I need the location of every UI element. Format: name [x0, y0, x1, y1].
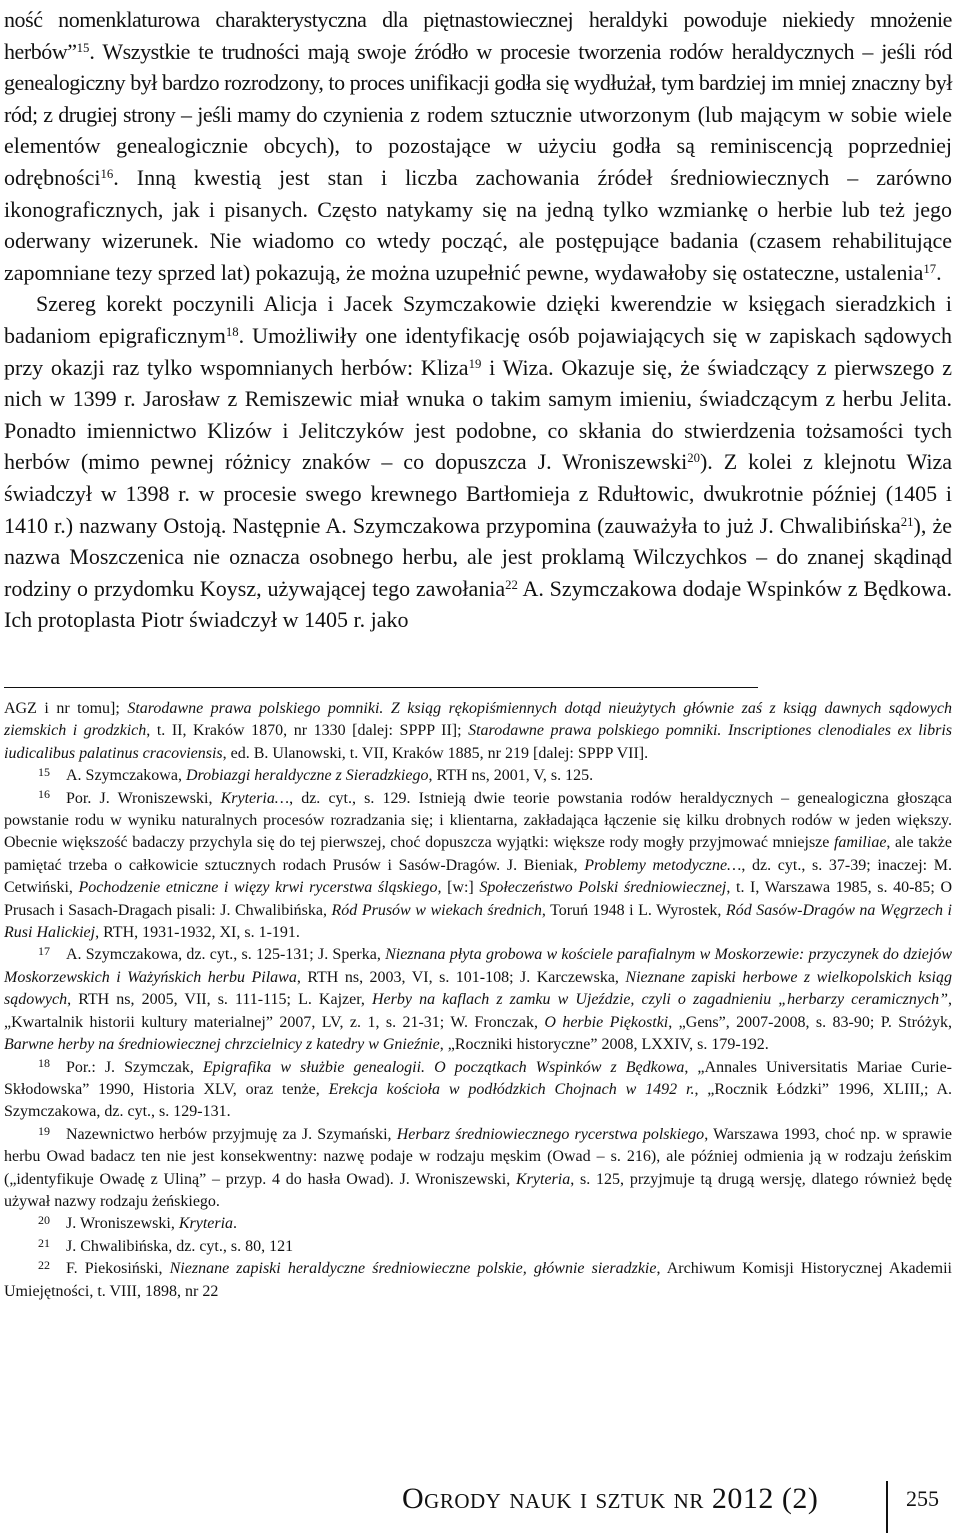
- page-footer: [0, 1475, 960, 1529]
- text-run: A. Szymczakowa,: [66, 767, 186, 785]
- footnotes: [4, 698, 952, 1303]
- text-run: , dz. cyt., s. 37-39; inaczej: M. Cetwiński,: [4, 856, 953, 897]
- footnote-ref-20: 20: [687, 451, 700, 466]
- text-run: Szereg korekt poczynili Alicja i Jacek Szymczakowie dzięki kwerendzie w księgach sieradzkich i badaniom epigraficznym: [4, 291, 952, 348]
- paragraph-1: [4, 4, 952, 288]
- footnote-ref-18: 18: [225, 324, 239, 339]
- text-run: .: [233, 1215, 238, 1233]
- text-run: z rodem sztucznie utworzonym (lub mającym w sobie wiele elementów genealogicznie obcych), to pozostające w użyciu godła są reminiscencją poprzedniej odrębności: [4, 101, 952, 190]
- text-run: AGZ i nr tomu];: [4, 700, 128, 717]
- page-number: 255: [906, 1486, 939, 1511]
- italic-title: Starodawne prawa polskiego pomniki. Z ksiąg rękopiśmiennych dotąd nieużytych głównie zaś z ksiąg dawnych sądowych ziemskich i grodzkich: [4, 700, 952, 740]
- footnote-16: 16 Por. J. Wroniszewski, Kryteria…, dz. cyt., s. 129. Istnieją dwie teorie powstania rodów heraldycznych – genealogiczna głosząca powstanie rodu w wyniku naturalnych procesów rozradzania się; i klientarna, zakładająca łączenie się kilku drobnych rodów w jeden większy. Obecnie większość badaczy przychyla się do tej pierwszej, choć dopuszcza wyjątki: większe rody mogły przyjmować mniejsze familiae, ale także pamiętać trzeba o całkowicie sztucznych rodach Prusów i Sasów-Dragów. J. Bieniak, Problemy metodyczne…, dz. cyt., s. 37-39; inaczej: M. Cetwiński, Pochodzenie etniczne i więzy krwi rycerstwa śląskiego, [w:] Społeczeństwo Polski średniowiecznej, t. I, Warszawa 1985, s. 40-85; O Prusach i Sasach-Dragach pisali: J. Chwalibińska, Ród Prusów w wiekach średnich, Toruń 1948 i L. Wyrostek, Ród Sasów-Dragów na Węgrzech i Rusi Halickiej, RTH, 1931-1932, XI, s. 1-191.: [4, 787, 953, 942]
- footnote-ref-21: 21: [900, 514, 914, 529]
- text-run: [w:]: [441, 879, 480, 897]
- italic-title: Kryteria: [516, 1170, 571, 1188]
- text-run: J. Chwalibińska, dz. cyt., s. 80, 121: [66, 1237, 294, 1255]
- text-run: , „Annales Universitatis Mariae Curie-Skłodowska” 1990, Historia XLV, oraz tenże,: [4, 1058, 952, 1098]
- text-run: , „Kwartalnik historii kultury materialnej” 2007, LV, z. 1, s. 21-31; W. Fronczak,: [4, 991, 953, 1031]
- text-run: , t. II, Kraków 1870, nr 1330 [dalej: SPPP II];: [146, 722, 469, 740]
- footnote-separator: [4, 687, 758, 688]
- italic-title: Kryteria: [178, 1215, 234, 1233]
- text-run: , RTH ns, 2001, V, s. 125.: [428, 767, 594, 785]
- text-run: .: [936, 259, 942, 285]
- italic-title: Ród Prusów w wiekach średnich: [331, 901, 542, 919]
- italic-title: Pochodzenie etniczne i więzy krwi rycerstwa śląskiego,: [78, 879, 442, 897]
- text-run: F. Piekosiński,: [66, 1260, 170, 1278]
- italic-title: Erekcja kościoła w podłódzkich Chojnach w 1492 r.: [328, 1080, 695, 1098]
- text-run: Por.: J. Szymczak,: [66, 1058, 203, 1076]
- text-run: . Umożliwiły one identyfikację osób pojawiających się w zapiskach sądowych przy okazji raz tylko wspomnianych herbów: Kliza: [4, 322, 952, 380]
- text-run: , Warszawa 1993, choć np. w sprawie herbu Owad badacz ten nie jest konsekwentny: nazwę podaje w rodzaju męskim (Owad – s. 216), ale później odmienia ją w rodzaju żeńskim („identyfikuje Owadę z Uliną” – przyp. 4 do hasła Owad). J. Wroniszewski,: [4, 1125, 953, 1188]
- text-run: , Toruń 1948 i L. Wyrostek,: [541, 901, 726, 919]
- text-run: , „Roczniki historyczne” 2008, LXXIV, s. 179-192.: [439, 1036, 769, 1054]
- footnote-21: 21 J. Chwalibińska, dz. cyt., s. 80, 121: [38, 1235, 294, 1255]
- italic-title: familiae: [833, 834, 887, 852]
- footnote-20: 20 J. Wroniszewski, Kryteria.: [38, 1213, 238, 1233]
- footnote-ref-15: 15: [76, 40, 90, 55]
- text-run: J. Wroniszewski,: [66, 1215, 179, 1233]
- text-run: ). Z kolei z klejnotu Wiza świadczył w 1398 r. w procesie swego krewnego Bartłomieja z Rdułtowic, dwukrotnie później (1405 i 1410 r.) nazwany Ostoją. Następnie A. Szymczakowa przypomina (zauważyła to już J. Chwalibińska: [4, 449, 952, 538]
- text-run: Nazewnictwo herbów przyjmuję za J. Szymański,: [66, 1125, 397, 1143]
- text-run: , t. I, Warszawa 1985, s. 40-85; O Prusach i Sasach-Dragach pisali: J. Chwalibińska,: [4, 879, 953, 919]
- footnote-ref-16: 16: [100, 166, 114, 181]
- italic-title: Nieznana płyta grobowa w kościele parafialnym w Moskorzewie: przyczynek do dziejów Moskorzewskich i Ważyńskich herbu Pilawa: [4, 946, 952, 986]
- italic-title: Nieznane zapiski herbowe z wielkopolskich ksiąg sądowych: [4, 968, 952, 1009]
- text-run: A. Szymczakowa, dz. cyt., s. 125-131; J. Sperka,: [66, 946, 386, 964]
- footer-divider: [886, 1481, 888, 1533]
- footnote-ref-22: 22: [505, 577, 518, 592]
- footnote-ref-17: 17: [923, 261, 937, 276]
- text-run: , ed. B. Ulanowski, t. VII, Kraków 1885, nr 219 [dalej: SPPP VII].: [222, 744, 649, 762]
- footnote-17: 17 A. Szymczakowa, dz. cyt., s. 125-131; J. Sperka, Nieznana płyta grobowa w kościele parafialnym w Moskorzewie: przyczynek do dziejów Moskorzewskich i Ważyńskich herbu Pilawa, RTH ns, 2003, VI, s. 101-108; J. Karczewska, Nieznane zapiski herbowe z wielkopolskich ksiąg sądowych, RTH ns, 2005, VII, s. 111-115; L. Kajzer, Herby na kaflach z zamku w Ujeździe, czyli o zagadnieniu „herbarzy ceramicznych”, „Kwartalnik historii kultury materialnej” 2007, LV, z. 1, s. 21-31; W. Fronczak, O herbie Piękostki, „Gens”, 2007-2008, s. 83-90; P. Stróżyk, Barwne herby na średniowiecznej chrzcielnicy z katedry w Gnieźnie, „Roczniki historyczne” 2008, LXXIV, s. 179-192.: [4, 944, 953, 1054]
- text-run: ), że nazwa Moszczenica nie oznacza osobnego herbu, ale jest proklamą Wilczychkos – do znanej skądinąd rodziny o przydomku Koysz, używającej tego zawołania: [4, 512, 953, 601]
- text-run: A. Szymczakowa dodaje Wspinków z Będkowa. Ich protoplasta Piotr świadczył w 1405 r. jako: [4, 575, 952, 633]
- text-run: Por. J. Wroniszewski,: [66, 789, 221, 807]
- italic-title: Barwne herby na średniowiecznej chrzcielnicy z katedry w Gnieźnie: [4, 1036, 440, 1054]
- italic-title: Epigrafika w służbie genealogii. O początkach Wspinków z Będkowa: [202, 1058, 685, 1076]
- text-run: i Wiza. Okazuje się, że świadczący z pierwszego z nich w 1399 r. Jarosław z Remiszewic miał wnuka o takim samym imieniu, świadczącym z herbu Jelita. Ponadto imiennictwo Klizów i Jelitczyków jest podobne, co skłania do stwierdzenia tożsamości tych herbów (mimo pewnej różnicy znaków – co dopuszcza J. Wroniszewski: [4, 354, 952, 475]
- text-run: , RTH, 1931-1932, XI, s. 1-191.: [95, 924, 300, 942]
- italic-title: Społeczeństwo Polski średniowiecznej: [479, 879, 727, 897]
- footnote-continuation: [4, 698, 952, 765]
- italic-title: O herbie Piękostki: [544, 1013, 669, 1031]
- footnote-22: 22 F. Piekosiński, Nieznane zapiski heraldyczne średniowieczne polskie, głównie sieradzkie, Archiwum Komisji Historycznej Akademii Umiejętności, t. VIII, 1898, nr 22: [4, 1257, 952, 1300]
- italic-title: Kryteria…: [220, 789, 290, 807]
- text-run: , „Rocznik Łódzki” 1996, XLIII,; A. Szymczakowa, dz. cyt., s. 129-131.: [4, 1080, 953, 1121]
- text-run: , ale także pamiętać trzeba o całkowicie sztucznych rodach Prusów i Sasów-Dragów. J. Bieniak,: [4, 834, 952, 874]
- italic-title: Drobiazgi heraldyczne z Sieradzkiego: [185, 767, 429, 785]
- footnote-15: 15 A. Szymczakowa, Drobiazgi heraldyczne z Sieradzkiego, RTH ns, 2001, V, s. 125.: [38, 765, 594, 785]
- main-text: [4, 4, 952, 636]
- text-run: , RTH ns, 2005, VII, s. 111-115; L. Kajzer,: [67, 991, 372, 1009]
- italic-title: Ród Sasów-Dragów na Węgrzech i Rusi Halickiej: [4, 901, 953, 942]
- footnote-ref-19: 19: [468, 356, 482, 371]
- italic-title: Nieznane zapiski heraldyczne średniowieczne polskie, głównie sieradzkie: [169, 1260, 657, 1278]
- text-run: . Wszystkie te trudności mają swoje źródło w procesie tworzenia rodów heraldycznych – jeśli ród genealogiczny był bardzo rozrodzony, to proces unifikacji godła się wydłużał, tym bardziej im mniej znaczny był ród; z drugiej strony – jeśli mamy do czynienia: [4, 38, 952, 127]
- text-run: , s. 125, przyjmuje tą drugą wersję, dlatego również będę używał nazwy rodzaju żeńskiego.: [4, 1170, 953, 1210]
- italic-title: Herbarz średniowiecznego rycerstwa polskiego: [396, 1125, 705, 1143]
- italic-title: Herby na kaflach z zamku w Ujeździe, czyli o zagadnieniu „herbarzy ceramicznych”: [372, 991, 949, 1009]
- text-run: , RTH ns, 2003, VI, s. 101-108; J. Karczewska,: [296, 968, 626, 986]
- footnote-18: 18 Por.: J. Szymczak, Epigrafika w służbie genealogii. O początkach Wspinków z Będkowa, „Annales Universitatis Mariae Curie-Skłodowska” 1990, Historia XLV, oraz tenże, Erekcja kościoła w podłódzkich Chojnach w 1492 r., „Rocznik Łódzki” 1996, XLIII,; A. Szymczakowa, dz. cyt., s. 129-131.: [4, 1056, 953, 1121]
- text-run: , „Gens”, 2007-2008, s. 83-90; P. Stróżyk,: [668, 1013, 953, 1031]
- italic-title: Starodawne prawa polskiego pomniki. Inscriptiones clenodiales ex libris iudicalibus palatinus cracoviensis: [4, 722, 953, 762]
- text-run: ność nomenklaturowa charakterystyczna dla piętnastowiecznej heraldyki powoduje niekiedy mnożenie herbów”: [4, 7, 952, 64]
- footnote-19: 19 Nazewnictwo herbów przyjmuję za J. Szymański, Herbarz średniowiecznego rycerstwa polskiego, Warszawa 1993, choć np. w sprawie herbu Owad badacz ten nie jest konsekwentny: nazwę podaje w rodzaju męskim (Owad – s. 216), ale później odmienia ją w rodzaju żeńskim („identyfikuje Owadę z Uliną” – przyp. 4 do hasła Owad). J. Wroniszewski, Kryteria, s. 125, przyjmuje tą drugą wersję, dlatego również będę używał nazwy rodzaju żeńskiego.: [4, 1123, 953, 1210]
- text-run: , dz. cyt., s. 129. Istnieją dwie teorie powstania rodów heraldycznych – genealogiczna głosząca powstanie rodu w wyniku naturalnych procesów rozradzania się; i klientarna, zakładająca łączenie się kilku drobnych rodów w jeden większy. Obecnie większość badaczy przychyla się do tej pierwszej, choć dopuszcza wyjątki: większe rody mogły przyjmować mniejsze: [4, 789, 953, 852]
- text-run: , Archiwum Komisji Historycznej Akademii Umiejętności, t. VIII, 1898, nr 22: [4, 1260, 952, 1300]
- paragraph-2: [4, 288, 952, 636]
- text-run: . Inną kwestią jest stan i liczba zachowania źródeł średniowiecznych – zarówno ikonograficznych, jak i pisanych. Często natykamy się na jedną tylko wzmiankę o herbie lub też jego oderwany wizerunek. Nie wiadomo co wtedy począć, ale postępujące badania (czasem rehabilitujące zapomniane tezy sprzed lat) pokazują, że można uzupełnić pewne, wydawałoby się ostateczne, ustalenia: [4, 164, 952, 285]
- italic-title: Problemy metodyczne…: [584, 856, 742, 874]
- journal-title: Ogrody nauk i sztuk nr 2012 (2): [402, 1482, 819, 1515]
